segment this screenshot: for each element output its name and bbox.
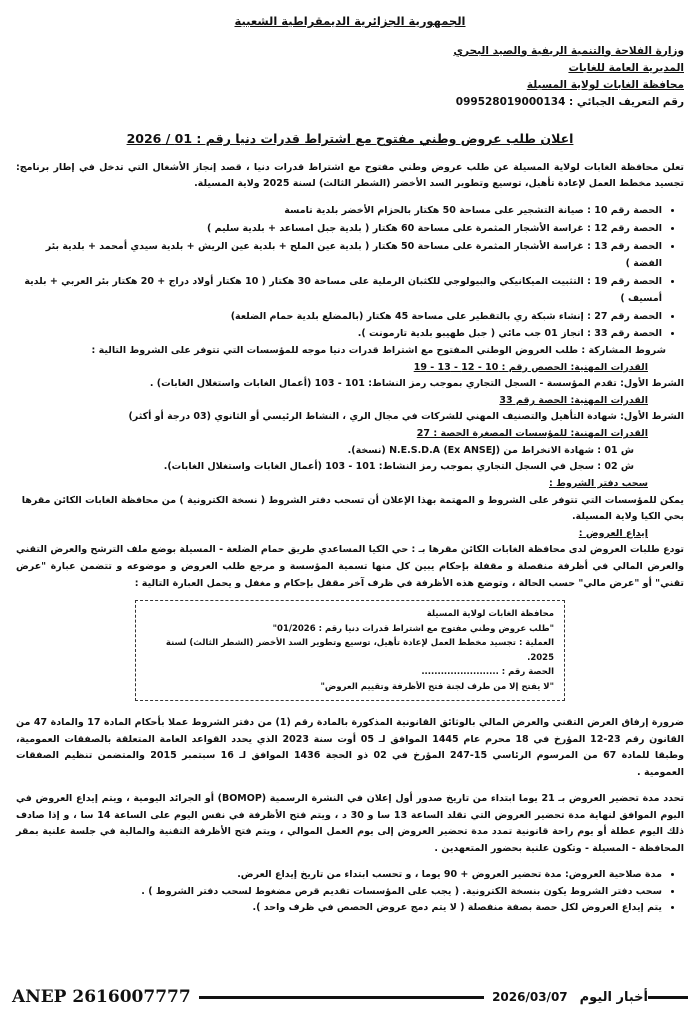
envelope-label-box: [135, 600, 565, 701]
tax-id-value: 099528019000134: [455, 96, 566, 109]
list-item: • الحصة رقم 19 : التثبيت الميكانيكي والبيولوجي للكثبان الرملية على مساحة 30 هكتار ( 10 هكتار أولاد دراج + 20 هكتار بئر العربي + بلدية أمسيف ): [16, 273, 662, 308]
list-item: • مدة صلاحية العروض: مدة تحضير العروض + 90 يوما ، و تحسب ابتداء من تاريخ إيداع العرض.: [16, 867, 662, 884]
deposit-heading: إيداع العروض :: [578, 527, 648, 539]
republic-title: الجمهورية الجزائرية الديمقراطية الشعبية: [234, 14, 466, 28]
withdraw-text: يمكن للمؤسسات التي تتوفر على الشروط و المهتمة بهذا الإعلان أن تسحب دفتر الشروط ( نسخة الكترونية ) من محافظة الغابات الكائن مقرها بحي الكيا ولاية المسيلة.: [21, 494, 684, 523]
issuer-block: [384, 44, 684, 110]
list-item: • الحصة رقم 13 : غراسة الأشجار المثمرة على مساحة 50 هكتار ( بلدية عين الملح + بلدية عين الريش + بلدية سيدي أمحمد + بلدية بئر الفضة ): [16, 238, 662, 273]
withdraw-heading: سحب دفتر الشروط :: [548, 477, 648, 489]
final-notes-list: [16, 867, 684, 917]
anep-number: ANEP 2616007777: [12, 987, 191, 1007]
box-line-5: "لا يفتح إلا من طرف لجنة فتح الأظرفة وتقييم العروض": [320, 681, 554, 692]
deposit-text: تودع طلبات العروض لدى محافظة الغابات الكائن مقرها بـ : حي الكيا المساعدي طريق حمام الضلعة - المسيلة بوضع ملف الترشح والعرض التقني والعرض المالي في أظرفة منفصلة و مقفلة بإحكام يبين كل منها تسمية المؤسسة و مرجع طلب العروض و موضوعه و تتضمن عبارة "عرض تقني" أو "عرض مالي" حسب الحالة ، وتوضع هذه الأظرفة في ظرف آخر مقفل بإحكام و مغفل و يحمل العبارة التالية :: [16, 544, 684, 589]
notice-title: اعلان طلب عروض وطني مفتوح مع اشتراط قدرات دنيا رقم : 01 / 2026: [126, 131, 574, 147]
notice-intro: تعلن محافظة الغابات لولاية المسيلة عن طلب عروض وطني مفتوح مع اشتراط قدرات دنيا ، قصد إنجاز الأشغال التي تدخل في إطار برنامج: تجسيد مخطط العمل لإعادة تأهيل، توسيع وتطوير السد الأخضر (الشطر الثالث) لسنة 2025 ولاية المسيلة.: [16, 162, 684, 190]
conservation-name: محافظة الغابات لولاية المسيلة: [526, 78, 684, 91]
lots-group-1: القدرات المهنية: الحصص رقم : 10 - 12 - 13 - 19: [413, 361, 648, 373]
condition-1: الشرط الأول: تقدم المؤسسة - السجل التجاري بموجب رمز النشاط: 101 - 103 (أعمال الغابات واستغلال الغابات) .: [149, 378, 684, 390]
list-item: • الحصة رقم 33 : انجاز 01 جب مائي ( جبل طهيبو بلدية تارمونت ).: [16, 325, 662, 343]
publication-footer: [12, 984, 688, 1010]
box-line-3: العملية : تجسيد مخطط العمل لإعادة تأهيل، توسيع وتطوير السد الأخضر (الشطر الثالث) لسنة 2025.: [165, 638, 554, 663]
lots-group-2: القدرات المهنية: الحصة رقم 33: [499, 394, 648, 406]
timing-paragraph: تحدد مدة تحضير العروض بـ 21 يوما ابتداء من تاريخ صدور أول إعلان في النشرة الرسمية (BOMOP) أو الجرائد اليومية ، ويتم إيداع العروض في اليوم الموافق لنهاية مدة تحضير العروض التي تقلد الساعة 13 سا و 30 د ، ويتم فتح الأظرفة في نفس اليوم على الساعة 14 سا ، و إذا صادف ذلك اليوم عطلة أو يوم راحة قانونية تمدد مدة تحضير العروض إلى يوم العمل الموالي ، ويتم فتح الأظرفة التقنية والمالية في جلسة علنية بمقر المحافظة - المسيلة - وتكون علنية بحضور المتعهدين .: [16, 792, 684, 854]
list-item: • يتم إيداع العروض لكل حصة بصفة منفصلة ( لا يتم دمج عروض الحصص في ظرف واحد ).: [16, 900, 662, 917]
footer-rule: [199, 996, 484, 999]
conditions-heading: شروط المشاركة : طلب العروض الوطني المفتوح مع اشتراط قدرات دنيا موجه للمؤسسات التي تتوفر على الشروط التالية :: [91, 344, 666, 356]
publication-date: 2026/03/07: [492, 990, 568, 1004]
lots-group-3: القدرات المهنية: للمؤسسات المصغرة الحصة : 27: [416, 428, 648, 440]
sub-condition-1: ش 01 : شهادة الانخراط من N.E.S.D.A (Ex ANSEJ) (نسخة).: [347, 444, 634, 456]
directorate-name: المديرية العامة للغابات: [568, 61, 684, 74]
list-item: • سحب دفتر الشروط يكون بنسخة الكترونية. ( يجب على المؤسسات تقديم قرص مضغوط لسحب دفتر الشروط ) .: [16, 884, 662, 901]
newspaper-name: أخبار اليوم: [579, 989, 648, 1005]
lots-list: [16, 202, 684, 343]
box-line-2: "طلب عروض وطني مفتوح مع اشتراط قدرات دنيا رقم : 01/2026": [272, 623, 554, 634]
condition-2: الشرط الأول: شهادة التأهيل والتصنيف المهني للشركات في مجال الري ، النشاط الرئيسي أو الثانوي (03 درجة أو أكثر): [128, 411, 684, 423]
box-line-1: محافظة الغابات لولاية المسيلة: [426, 609, 554, 620]
box-line-4: الحصة رقم : ........................: [421, 667, 554, 678]
list-item: • الحصة رقم 10 : صيانة التشجير على مساحة 50 هكتار بالحزام الأخضر بلدية تامسة: [16, 202, 662, 220]
list-item: • الحصة رقم 12 : غراسة الأشجار المثمرة على مساحة 60 هكتار ( بلدية جبل امساعد + بلدية سليم ): [16, 220, 662, 238]
legal-paragraph: ضرورة إرفاق العرض التقني والعرض المالي بالوثائق القانونية المذكورة بالمادة رقم (1) من دفتر الشروط عملا بأحكام المادة 17 والمادة 47 من القانون رقم 23-12 المؤرخ في 18 محرم عام 1445 الموافق لـ 05 أوت سنة 2023 الذي يحدد القواعد العامة المتعلقة بالصفقات العمومية، وطبقا للمادة 67 من المرسوم الرئاسي 15-247 المؤرخ في 02 ذو الحجة 1436 الموافق لـ 16 سبتمبر 2015 والمتضمن تنظيم الصفقات العمومية .: [16, 716, 685, 778]
tax-id-label: رقم التعريف الجبائي :: [569, 96, 684, 109]
ministry-name: وزارة الفلاحة والتنمية الريفية والصيد البحري: [453, 44, 684, 57]
tax-id-line: [384, 95, 684, 109]
list-item: • الحصة رقم 27 : إنشاء شبكة ري بالتقطير على مساحة 45 هكتار (بالمضلع بلدية حمام الضلعة): [16, 308, 662, 326]
footer-rule-end: [648, 996, 688, 999]
sub-condition-2: ش 02 : سجل في السجل التجاري بموجب رمز النشاط: 101 - 103 (أعمال الغابات واستغلال الغابات).: [163, 461, 634, 473]
